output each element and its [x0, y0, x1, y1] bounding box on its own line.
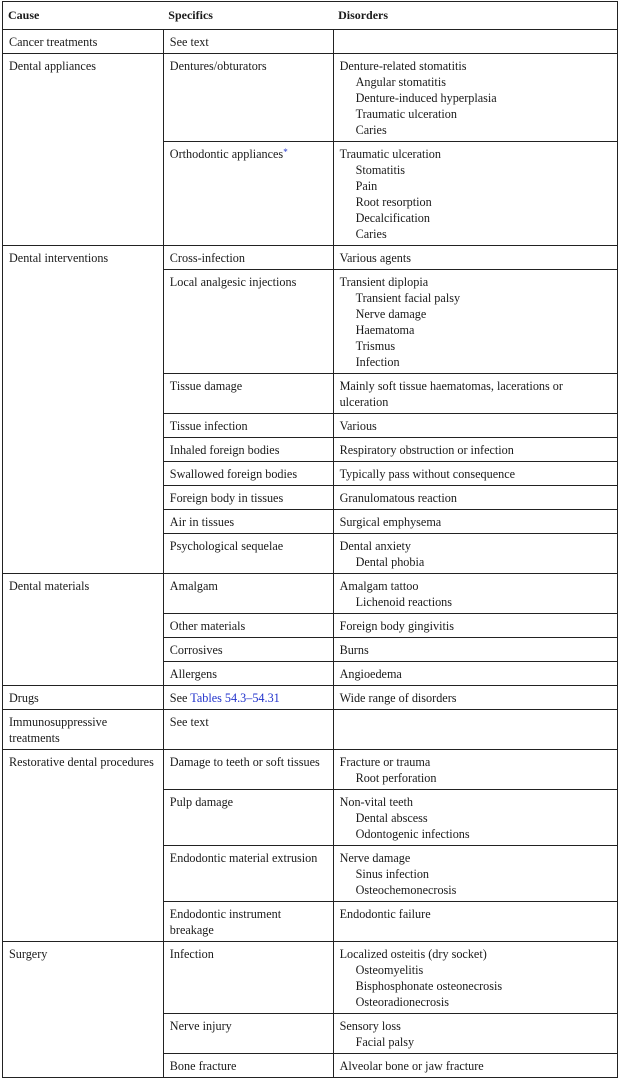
- specifics-cell: [163, 270, 333, 374]
- footnote-marker[interactable]: *: [283, 147, 288, 157]
- table-row: [3, 942, 618, 1014]
- disorders-cell: [333, 534, 617, 574]
- disorders-cell: [333, 462, 617, 486]
- disorders-cell: [333, 662, 617, 686]
- disorder-main: Various agents: [339, 251, 411, 265]
- disorders-cell: [333, 846, 617, 902]
- specifics-text: Dentures/obturators: [169, 59, 267, 73]
- disorders-cell: [333, 246, 617, 270]
- specifics-cell: [163, 614, 333, 638]
- header-row: [3, 2, 618, 30]
- specifics-cell: [163, 30, 333, 54]
- specifics-cell: [163, 462, 333, 486]
- disorder-main: Mainly soft tissue haematomas, lacerations or ulceration: [339, 379, 563, 409]
- table-row: [3, 574, 618, 614]
- disorder-main: Denture-related stomatitis: [339, 59, 467, 73]
- disorder-sub-item: Osteomyelitis: [355, 963, 424, 977]
- disorder-sub-item: Decalcification: [355, 211, 430, 225]
- specifics-cell: [163, 662, 333, 686]
- disorders-cell: [333, 686, 617, 710]
- specifics-cell: [163, 246, 333, 270]
- disorders-cell: [333, 486, 617, 510]
- disorders-cell: [333, 942, 617, 1014]
- disorder-main: Typically pass without consequence: [339, 467, 516, 481]
- disorder-main: Amalgam tattoo: [339, 579, 419, 593]
- specifics-text: Other materials: [169, 619, 246, 633]
- specifics-text: Infection: [169, 947, 214, 961]
- disorder-sub-item: Pain: [355, 179, 378, 193]
- disorder-main: Respiratory obstruction or infection: [339, 443, 514, 457]
- specifics-text: Nerve injury: [169, 1019, 232, 1033]
- specifics-text: Amalgam: [169, 579, 218, 593]
- specifics-cell: [163, 534, 333, 574]
- specifics-cell: [163, 374, 333, 414]
- disorder-sub-item: Facial palsy: [355, 1035, 415, 1049]
- disorder-main: Wide range of disorders: [339, 691, 457, 705]
- disorder-main: Sensory loss: [339, 1019, 401, 1033]
- disorder-main: Fracture or trauma: [339, 755, 431, 769]
- specifics-text: Tissue infection: [169, 419, 248, 433]
- disorder-sub-item: Osteochemonecrosis: [355, 883, 457, 897]
- specifics-text: Orthodontic appliances: [169, 147, 284, 161]
- specifics-cell: [163, 846, 333, 902]
- disorder-main: Non-vital teeth: [339, 795, 414, 809]
- disorder-sub-item: Root resorption: [355, 195, 432, 209]
- specifics-text: Swallowed foreign bodies: [169, 467, 298, 481]
- specifics-cell: [163, 438, 333, 462]
- disorders-cell: [333, 574, 617, 614]
- disorder-sub-item: Sinus infection: [355, 867, 430, 881]
- disorder-main: Localized osteitis (dry socket): [339, 947, 487, 961]
- disorders-cell: [333, 510, 617, 534]
- specifics-text: Pulp damage: [169, 795, 234, 809]
- disorder-main: [340, 34, 611, 50]
- disorder-sub-item: Denture-induced hyperplasia: [355, 91, 497, 105]
- disorders-cell: [333, 638, 617, 662]
- specifics-cell: [163, 750, 333, 790]
- header-specifics: Specifics: [163, 2, 333, 30]
- specifics-cell: [163, 486, 333, 510]
- specifics-text: Allergens: [169, 667, 217, 681]
- disorder-main: Foreign body gingivitis: [339, 619, 454, 633]
- disorders-cell: [333, 790, 617, 846]
- disorder-main: Surgical emphysema: [339, 515, 442, 529]
- specifics-text: Tissue damage: [169, 379, 243, 393]
- disorder-sub-item: Osteoradionecrosis: [355, 995, 449, 1009]
- cause-cell: Dental interventions: [3, 246, 164, 574]
- cause-cell: Dental materials: [3, 574, 164, 686]
- disorder-sub-item: Dental abscess: [355, 811, 428, 825]
- specifics-cell: [163, 902, 333, 942]
- table-body: [3, 30, 618, 1078]
- table-row: [3, 710, 618, 750]
- disorder-sub-item: Infection: [355, 355, 400, 369]
- disorder-main: Dental anxiety: [339, 539, 411, 553]
- specifics-text: Foreign body in tissues: [169, 491, 284, 505]
- disorders-cell: [333, 414, 617, 438]
- disorders-cell: [333, 614, 617, 638]
- cause-cell: Restorative dental procedures: [3, 750, 164, 942]
- cause-cell: Immunosuppressive treatments: [3, 710, 164, 750]
- specifics-cell: [163, 574, 333, 614]
- cause-cell: Drugs: [3, 686, 164, 710]
- disorders-cell: [333, 438, 617, 462]
- specifics-text: Inhaled foreign bodies: [169, 443, 280, 457]
- disorder-main: Angioedema: [339, 667, 402, 681]
- specifics-text: Endodontic material extrusion: [169, 851, 318, 865]
- specifics-text: Local analgesic injections: [169, 275, 297, 289]
- disorder-sub-item: Nerve damage: [355, 307, 427, 321]
- disorder-main: Transient diplopia: [339, 275, 429, 289]
- specifics-cell: [163, 510, 333, 534]
- specifics-text: Endodontic instrument breakage: [169, 907, 282, 937]
- header-disorders: Disorders: [333, 2, 617, 30]
- specifics-text: Air in tissues: [169, 515, 235, 529]
- disorders-cell: [333, 270, 617, 374]
- disorder-main: Burns: [339, 643, 369, 657]
- disorder-sub-item: Dental phobia: [355, 555, 425, 569]
- specifics-text: Damage to teeth or soft tissues: [169, 755, 320, 769]
- table-row: [3, 246, 618, 270]
- disorder-sub-item: Transient facial palsy: [355, 291, 461, 305]
- disorder-sub-item: Bisphosphonate osteonecrosis: [355, 979, 503, 993]
- specifics-cell: [163, 1054, 333, 1078]
- specifics-text: See text: [169, 715, 209, 729]
- disorder-sub-item: Odontogenic infections: [355, 827, 470, 841]
- cause-cell: Surgery: [3, 942, 164, 1078]
- specifics-text: Corrosives: [169, 643, 223, 657]
- header-cause: Cause: [3, 2, 164, 30]
- disorder-main: Endodontic failure: [339, 907, 431, 921]
- specifics-text: Psychological sequelae: [169, 539, 284, 553]
- disorders-cell: [333, 30, 617, 54]
- specifics-cell: [163, 638, 333, 662]
- disorder-main: Nerve damage: [339, 851, 411, 865]
- disorder-sub-item: Haematoma: [355, 323, 415, 337]
- specifics-cell: [163, 942, 333, 1014]
- specifics-cell: [163, 790, 333, 846]
- disorder-sub-item: Lichenoid reactions: [355, 595, 453, 609]
- disorder-main: Traumatic ulceration: [339, 147, 441, 161]
- cause-cell: Dental appliances: [3, 54, 164, 246]
- disorder-sub-item: Root perforation: [355, 771, 437, 785]
- disorder-main: Various: [339, 419, 377, 433]
- specifics-text: See: [169, 691, 191, 705]
- disorder-main: Alveolar bone or jaw fracture: [339, 1059, 484, 1073]
- disorder-main: Granulomatous reaction: [339, 491, 457, 505]
- disorder-sub-item: Caries: [355, 123, 387, 137]
- specifics-text: Cross-infection: [169, 251, 245, 265]
- disorders-cell: [333, 710, 617, 750]
- table-row: [3, 54, 618, 142]
- disorders-cell: [333, 902, 617, 942]
- specifics-cell: [163, 142, 333, 246]
- specifics-text: See text: [169, 35, 209, 49]
- specifics-text: Bone fracture: [169, 1059, 237, 1073]
- tables-link[interactable]: Tables 54.3–54.31: [190, 691, 280, 705]
- disorder-sub-item: Trismus: [355, 339, 396, 353]
- table-row: [3, 30, 618, 54]
- specifics-cell: [163, 54, 333, 142]
- specifics-cell: [163, 710, 333, 750]
- specifics-cell: [163, 686, 333, 710]
- cause-cell: Cancer treatments: [3, 30, 164, 54]
- specifics-cell: [163, 1014, 333, 1054]
- disorders-cell: [333, 750, 617, 790]
- causes-disorders-table: [2, 1, 618, 1078]
- disorder-main: [340, 714, 611, 730]
- disorders-cell: [333, 142, 617, 246]
- specifics-cell: [163, 414, 333, 438]
- disorders-cell: [333, 1054, 617, 1078]
- table-row: [3, 686, 618, 710]
- disorders-cell: [333, 1014, 617, 1054]
- disorder-sub-item: Stomatitis: [355, 163, 405, 177]
- disorder-sub-item: Caries: [355, 227, 387, 241]
- disorders-cell: [333, 54, 617, 142]
- disorder-sub-item: Traumatic ulceration: [355, 107, 457, 121]
- disorder-sub-item: Angular stomatitis: [355, 75, 446, 89]
- table-row: [3, 750, 618, 790]
- disorders-cell: [333, 374, 617, 414]
